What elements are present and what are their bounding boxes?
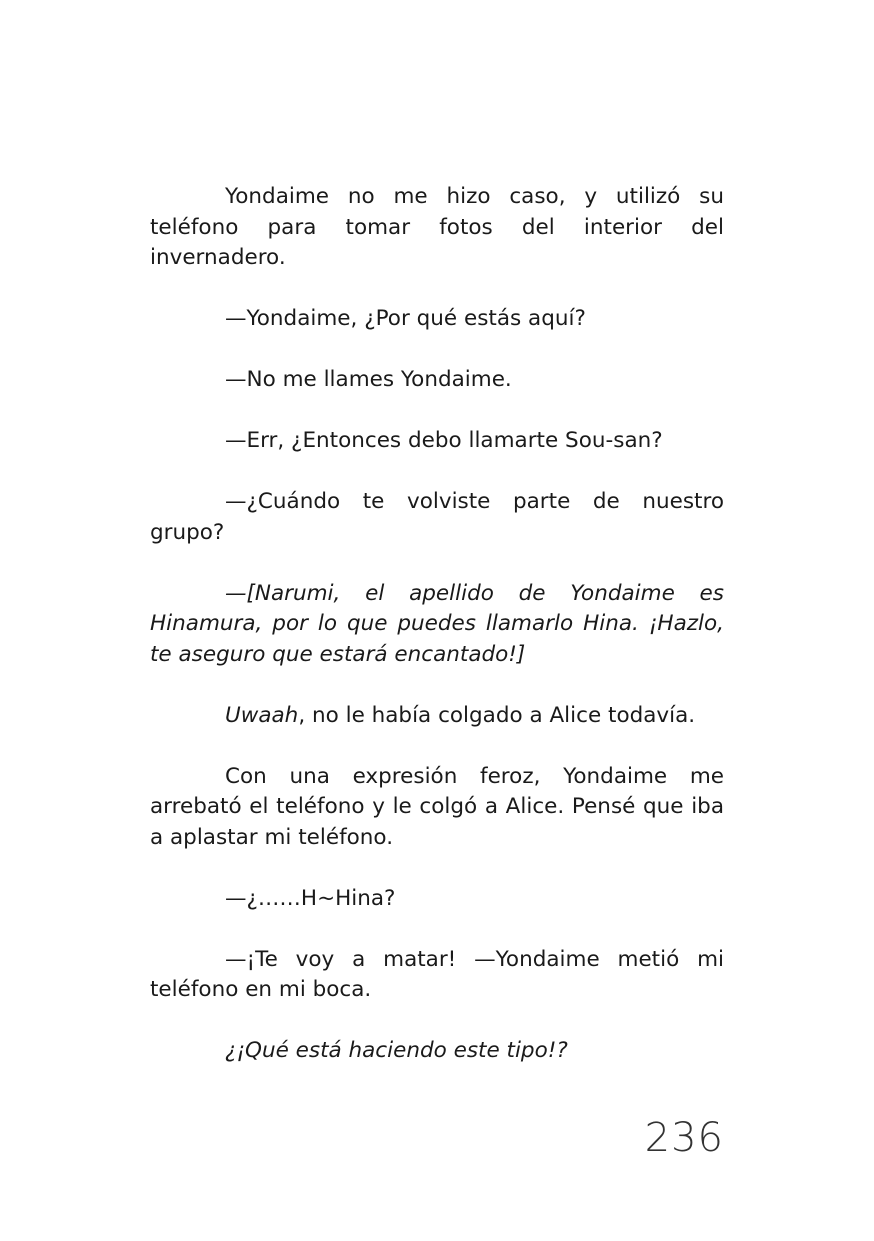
paragraph-dialogue-dont-call: —No me llames Yondaime. bbox=[225, 367, 512, 392]
page-body bbox=[150, 182, 724, 1097]
paragraph-narration-photos: Yondaime no me hizo caso, y utilizó su teléfono para tomar fotos del interior del invernadero. bbox=[150, 184, 724, 270]
paragraph-phone-dialogue: —[Narumi, el apellido de Yondaime es Hinamura, por lo que puedes llamarlo Hina. ¡Hazlo, te aseguro que estará encantado!] bbox=[150, 580, 724, 667]
page-number: 236 bbox=[644, 1115, 724, 1161]
paragraph-dialogue-sou-san: —Err, ¿Entonces debo llamarte Sou-san? bbox=[225, 428, 663, 453]
paragraph-thought: ¿¡Qué está haciendo este tipo!? bbox=[225, 1038, 568, 1063]
paragraph-dialogue-hina: —¿……H~Hina? bbox=[225, 885, 396, 911]
paragraph-dialogue-why-here: —Yondaime, ¿Por qué estás aquí? bbox=[225, 306, 586, 331]
paragraph-uwaah bbox=[150, 701, 724, 732]
paragraph-dialogue-kill: —¡Te voy a matar! —Yondaime metió mi teléfono en mi boca. bbox=[150, 946, 724, 1002]
paragraph-dialogue-group: —¿Cuándo te volviste parte de nuestro grupo? bbox=[150, 489, 724, 545]
emphasis-uwaah: Uwaah bbox=[225, 702, 299, 728]
paragraph-uwaah-rest: , no le había colgado a Alice todavía. bbox=[298, 702, 696, 728]
paragraph-narration-phone: Con una expresión feroz, Yondaime me arrebató el teléfono y le colgó a Alice. Pensé que iba a aplastar mi teléfono. bbox=[150, 763, 724, 850]
